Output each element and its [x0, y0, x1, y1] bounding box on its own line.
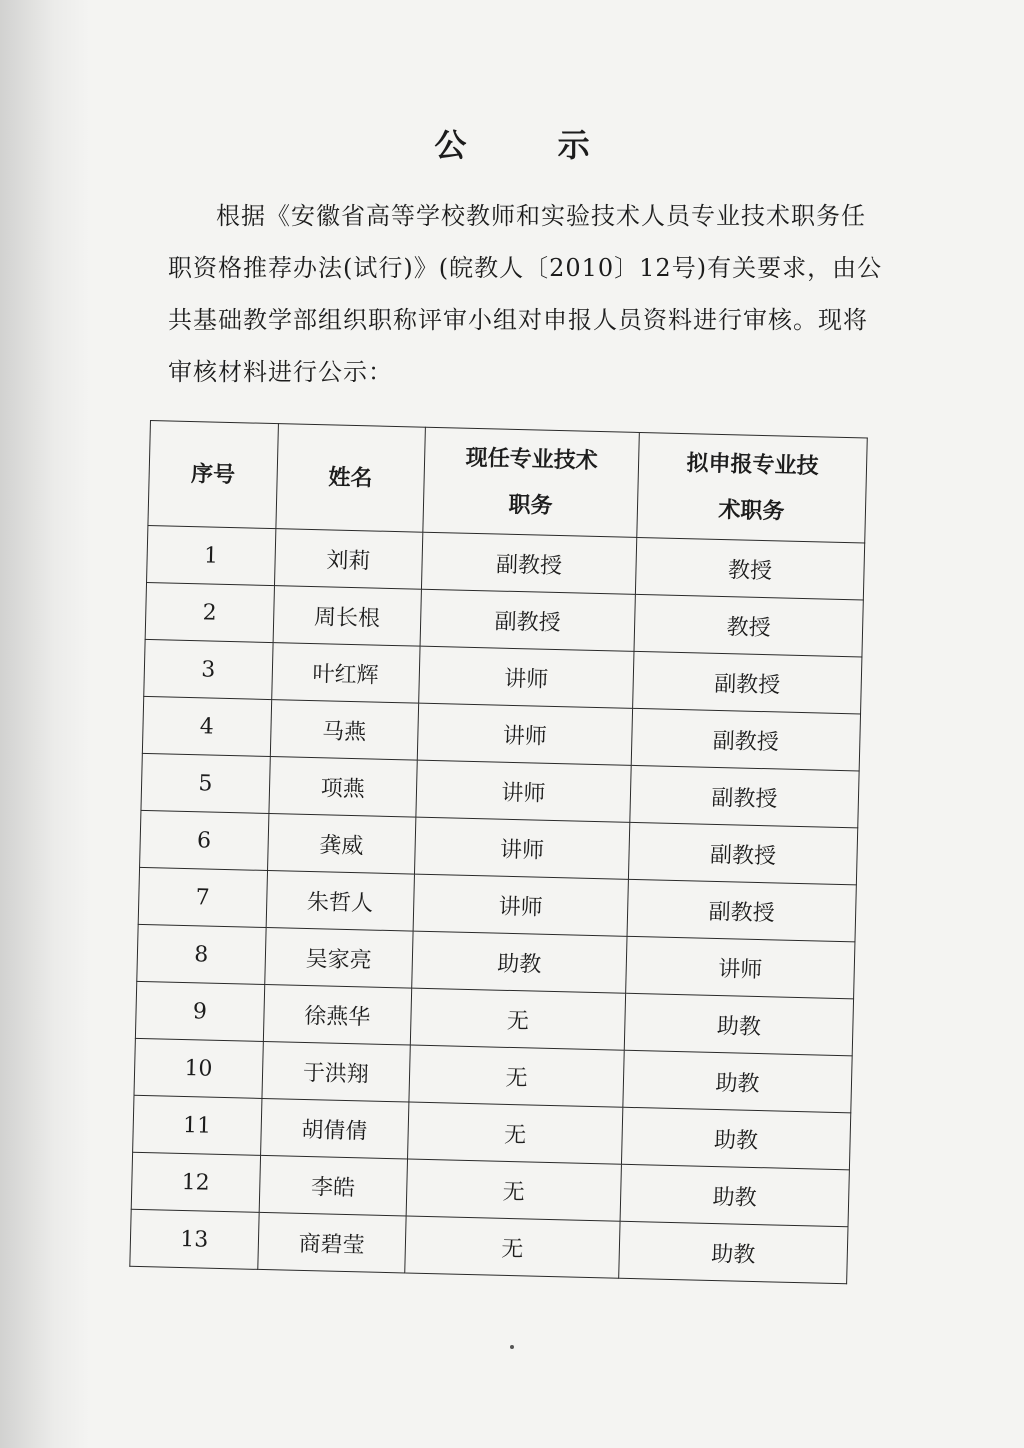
cell-name: 胡倩倩 — [260, 1098, 409, 1159]
cell-proposed-title: 助教 — [622, 1107, 851, 1170]
cell-current-title: 讲师 — [417, 703, 632, 765]
cell-no: 11 — [133, 1095, 262, 1155]
cell-proposed-title: 助教 — [623, 1050, 852, 1113]
cell-proposed-title: 教授 — [634, 594, 863, 657]
cell-proposed-title: 副教授 — [628, 822, 857, 885]
cell-no: 5 — [141, 753, 270, 813]
cell-current-title: 讲师 — [416, 760, 631, 822]
cell-no: 1 — [147, 525, 276, 585]
cell-proposed-title: 副教授 — [627, 879, 856, 942]
cell-name: 朱哲人 — [266, 870, 415, 931]
header-proposed-title-label: 拟申报专业技术职务 — [686, 450, 819, 525]
cell-proposed-title: 讲师 — [626, 936, 855, 999]
cell-name: 李皓 — [259, 1155, 408, 1216]
cell-current-title: 讲师 — [419, 646, 634, 708]
cell-no: 3 — [144, 639, 273, 699]
cell-name: 刘莉 — [274, 529, 423, 590]
cell-current-title: 无 — [405, 1216, 620, 1278]
cell-proposed-title: 助教 — [620, 1164, 849, 1227]
cell-name: 马燕 — [270, 700, 419, 761]
cell-current-title: 副教授 — [420, 589, 635, 651]
cell-no: 2 — [145, 582, 274, 642]
cell-no: 6 — [140, 810, 269, 870]
cell-proposed-title: 副教授 — [631, 708, 860, 771]
cell-name: 商碧莹 — [257, 1212, 406, 1273]
cell-current-title: 讲师 — [413, 874, 628, 936]
document-title: 公 示 — [434, 126, 630, 164]
header-no: 序号 — [148, 421, 278, 529]
cell-current-title: 助教 — [412, 931, 627, 993]
cell-no: 9 — [135, 981, 264, 1041]
cell-no: 8 — [137, 924, 266, 984]
cell-no: 13 — [130, 1209, 259, 1269]
cell-current-title: 无 — [410, 988, 625, 1050]
cell-current-title: 讲师 — [414, 817, 629, 879]
cell-no: 10 — [134, 1038, 263, 1098]
intro-paragraph: 根据《安徽省高等学校教师和实验技术人员专业技术职务任职资格推荐办法(试行)》(皖教人〔2010〕12号)有关要求，由公共基础教学部组织职称评审小组对申报人员资料进行审核。现将审核材料进行公示： — [168, 202, 883, 386]
cell-proposed-title: 副教授 — [633, 651, 862, 714]
header-proposed-title — [637, 432, 867, 543]
cell-current-title: 副教授 — [421, 532, 636, 594]
cell-name: 吴家亮 — [264, 927, 413, 988]
cell-name: 徐燕华 — [263, 984, 412, 1045]
cell-current-title: 无 — [407, 1102, 622, 1164]
scan-speck — [510, 1345, 514, 1349]
cell-proposed-title: 助教 — [619, 1221, 848, 1284]
cell-no: 7 — [138, 867, 267, 927]
candidate-table — [129, 420, 867, 1284]
table-body — [130, 525, 865, 1283]
cell-current-title: 无 — [409, 1045, 624, 1107]
cell-proposed-title: 教授 — [635, 537, 864, 600]
cell-name: 于洪翔 — [262, 1041, 411, 1102]
cell-name: 项燕 — [269, 757, 418, 818]
header-name: 姓名 — [276, 424, 426, 533]
cell-name: 叶红辉 — [271, 643, 420, 704]
header-current-title — [423, 427, 640, 537]
cell-proposed-title: 副教授 — [630, 765, 859, 828]
cell-name: 周长根 — [273, 586, 422, 647]
cell-no: 4 — [142, 696, 271, 756]
cell-proposed-title: 助教 — [624, 993, 853, 1056]
cell-current-title: 无 — [406, 1159, 621, 1221]
header-current-title-label: 现任专业技术职务 — [465, 444, 598, 519]
cell-name: 龚威 — [267, 814, 416, 875]
cell-no: 12 — [131, 1152, 260, 1212]
table-header-row — [148, 421, 867, 543]
